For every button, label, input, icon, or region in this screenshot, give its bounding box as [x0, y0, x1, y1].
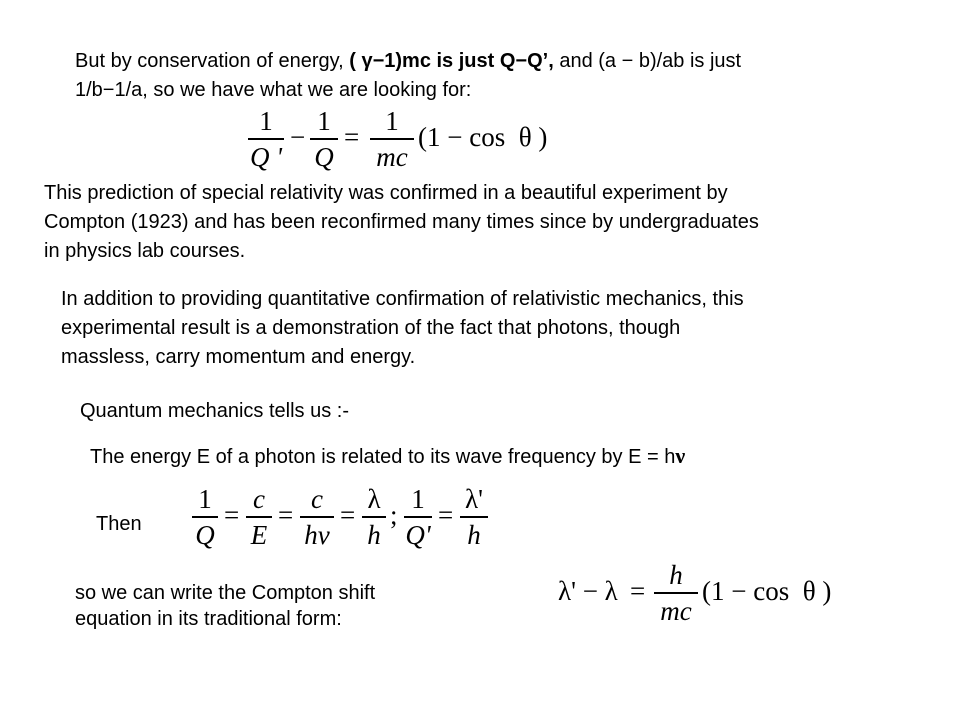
eq2-equals-c: = — [340, 500, 356, 530]
prediction-text-line1: This prediction of special relativity was confirmed in a beautiful experiment by — [44, 182, 728, 204]
eq3-lhs: λ' − λ — [558, 576, 618, 606]
compton-shift-text-line2: equation in its traditional form: — [75, 608, 342, 630]
eq2-equals-a: = — [224, 500, 240, 530]
equation-reciprocal-q — [248, 106, 548, 172]
equation-q-wavelength — [192, 484, 492, 548]
photon-energy-text: The energy E of a photon is related to its wave frequency by E = h — [90, 446, 676, 468]
eq2-frac-1-over-qprime: 1 Q' — [405, 484, 431, 550]
equation-compton-shift — [558, 560, 832, 626]
prediction-text-line2: Compton (1923) and has been reconfirmed many times since by undergraduates — [44, 211, 759, 233]
conservation-text-line2: 1/b−1/a, so we have what we are looking for: — [75, 79, 472, 101]
eq1-frac-1-over-q: 1 Q — [310, 106, 338, 172]
eq2-separator: ; — [390, 500, 398, 530]
eq2-frac-c-over-e: c E — [246, 484, 272, 550]
line1-post: and (a − b)/ab is just — [553, 50, 742, 72]
conservation-text-line1 — [75, 47, 741, 76]
eq1-frac-1-over-mc: 1 mc — [370, 106, 414, 172]
eq2-frac-lambda-over-h: λ h — [362, 484, 386, 550]
eq3-cos-term: (1 − cos θ ) — [702, 576, 832, 606]
then-label: Then — [96, 513, 142, 535]
eq2-equals-d: = — [438, 500, 454, 530]
eq2-frac-c-over-hv: c hv — [300, 484, 334, 550]
eq2-frac-lambdaprime-over-h: λ' h — [460, 484, 488, 550]
quantum-mechanics-intro: Quantum mechanics tells us :- — [80, 400, 349, 422]
prediction-text-line3: in physics lab courses. — [44, 240, 246, 262]
photon-energy-line — [90, 441, 685, 472]
addition-text-line3: massless, carry momentum and energy. — [61, 346, 416, 368]
compton-shift-text-line1: so we can write the Compton shift — [75, 582, 376, 604]
nu-symbol: ν — [675, 443, 686, 468]
eq3-equals: = — [630, 576, 646, 606]
addition-text-line1: In addition to providing quantitative confirmation of relativistic mechanics, this — [61, 288, 744, 310]
addition-text-line2: experimental result is a demonstration of the fact that photons, though — [61, 317, 681, 339]
eq2-frac-1-over-q: 1 Q — [192, 484, 218, 550]
eq1-cos-term: (1 − cos θ ) — [418, 122, 548, 152]
eq2-equals-b: = — [278, 500, 294, 530]
eq1-equals: = — [344, 122, 360, 152]
eq1-minus: − — [290, 122, 306, 152]
line1-pre: But by conservation of energy, — [75, 50, 350, 72]
line1-bold: ( γ−1)mc is just Q−Q’, — [349, 50, 554, 72]
eq3-frac-h-over-mc: h mc — [654, 560, 698, 626]
eq1-frac-1-over-qprime: 1 Q ' — [249, 106, 283, 172]
